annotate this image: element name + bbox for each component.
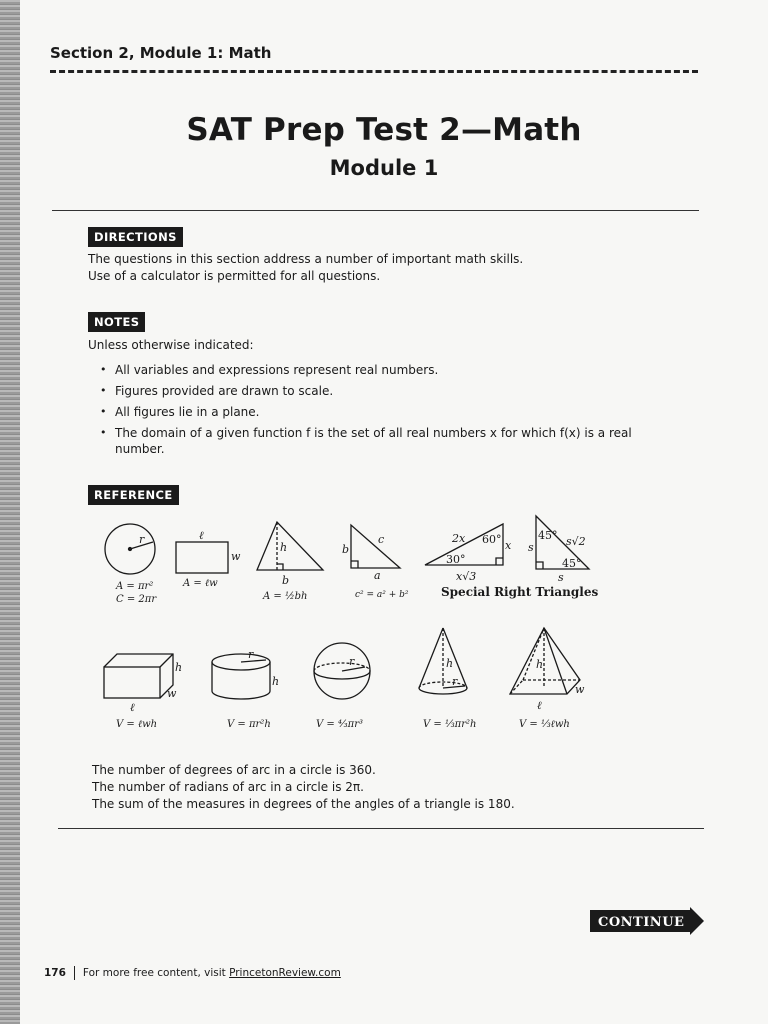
cyl-r-label: r [248, 648, 254, 661]
tri454590-sroot2-label: s√2 [566, 535, 586, 548]
list-item: • Figures provided are drawn to scale. [88, 383, 635, 399]
rt-c-label: c [378, 533, 385, 546]
bottom-rule [58, 828, 704, 829]
footer-link[interactable]: PrincetonReview.com [229, 967, 341, 979]
fact-line: The sum of the measures in degrees of the angles of a triangle is 180. [92, 797, 515, 811]
tri306090-60-label: 60° [482, 533, 502, 546]
triangle-figure [257, 522, 323, 602]
triangle-45-45-90-figure [528, 516, 589, 584]
tri454590-s-side-label: s [528, 541, 534, 554]
cone-r-label: r [452, 675, 458, 688]
rect-w-label: w [231, 550, 241, 563]
tri454590-45-top-label: 45° [538, 529, 558, 542]
tri454590-s-bottom-label: s [558, 571, 564, 584]
directions-line: The questions in this section address a number of important math skills. [88, 252, 524, 266]
rect-l-label: ℓ [199, 529, 204, 542]
sphere-figure [314, 643, 370, 730]
cone-figure [419, 628, 476, 730]
cylinder-figure [212, 648, 279, 730]
top-rule [52, 210, 699, 211]
rect-area-formula: A = ℓw [183, 578, 218, 589]
circle-figure [105, 524, 157, 605]
reference-facts [92, 762, 515, 813]
footer-separator [74, 966, 75, 980]
cyl-h-label: h [272, 675, 280, 688]
dashed-divider [50, 70, 698, 73]
tri-area-formula: A = ½bh [263, 591, 308, 602]
notes-intro: Unless otherwise indicated: [88, 338, 254, 352]
directions-text [88, 251, 648, 285]
footer-text: For more free content, visit [82, 967, 230, 979]
cone-volume-formula: V = ⅓πr²h [423, 719, 477, 730]
page-footer [44, 966, 341, 980]
pyramid-h-label: h [536, 658, 544, 671]
tri454590-45-bottom-label: 45° [562, 557, 582, 570]
tri306090-xroot3-label: x√3 [456, 570, 477, 583]
cone-h-label: h [446, 657, 454, 670]
rt-b-label: b [342, 543, 350, 556]
section-header: Section 2, Module 1: Math [50, 44, 272, 62]
page-number: 176 [44, 967, 66, 979]
rectangle-figure [176, 529, 241, 589]
right-triangle-figure [342, 525, 409, 600]
tri-h-label: h [280, 541, 288, 554]
fact-line: The number of degrees of arc in a circle is 360. [92, 763, 376, 777]
reference-label: REFERENCE [88, 485, 179, 505]
box-volume-formula: V = ℓwh [116, 719, 158, 730]
continue-label: CONTINUE [598, 915, 685, 930]
box-figure [104, 654, 182, 730]
box-w-label: w [167, 687, 177, 700]
sphere-volume-formula: V = ⁴⁄₃πr³ [316, 719, 364, 730]
rt-a-label: a [374, 569, 381, 582]
page-subtitle: Module 1 [329, 156, 439, 180]
box-l-label: ℓ [130, 701, 135, 714]
fact-line: The number of radians of arc in a circle is 2π. [92, 780, 364, 794]
pyramid-figure [510, 628, 585, 730]
tri-b-label: b [282, 574, 290, 587]
pythagorean-formula: c² = a² + b² [355, 590, 409, 600]
tri306090-x-label: x [505, 539, 512, 552]
pyramid-l-label: ℓ [537, 699, 542, 712]
special-right-triangles-caption: Special Right Triangles [441, 585, 599, 599]
tri306090-2x-label: 2x [452, 532, 466, 545]
sphere-r-label: r [349, 655, 355, 668]
pyramid-w-label: w [575, 683, 585, 696]
list-item: • All figures lie in a plane. [88, 404, 635, 420]
page-title: SAT Prep Test 2—Math [186, 112, 582, 148]
directions-label: DIRECTIONS [88, 227, 183, 247]
pyramid-volume-formula: V = ⅓ℓwh [519, 719, 570, 730]
directions-line: Use of a calculator is permitted for all questions. [88, 269, 381, 283]
cylinder-volume-formula: V = πr²h [227, 719, 271, 730]
circle-area-formula: A = πr² [116, 581, 154, 592]
triangle-30-60-90-figure [425, 524, 512, 583]
circle-r-label: r [139, 533, 145, 546]
list-item: • All variables and expressions represent real numbers. [88, 362, 635, 378]
circle-circumference-formula: C = 2πr [116, 594, 157, 605]
box-h-label: h [175, 661, 183, 674]
continue-indicator [590, 907, 706, 935]
notes-label: NOTES [88, 312, 145, 332]
notes-list [88, 362, 635, 462]
tri306090-30-label: 30° [446, 553, 466, 566]
list-item: • The domain of a given function f is the set of all real numbers x for which f(x) is a real number. [88, 425, 635, 457]
reference-figures [0, 505, 768, 745]
